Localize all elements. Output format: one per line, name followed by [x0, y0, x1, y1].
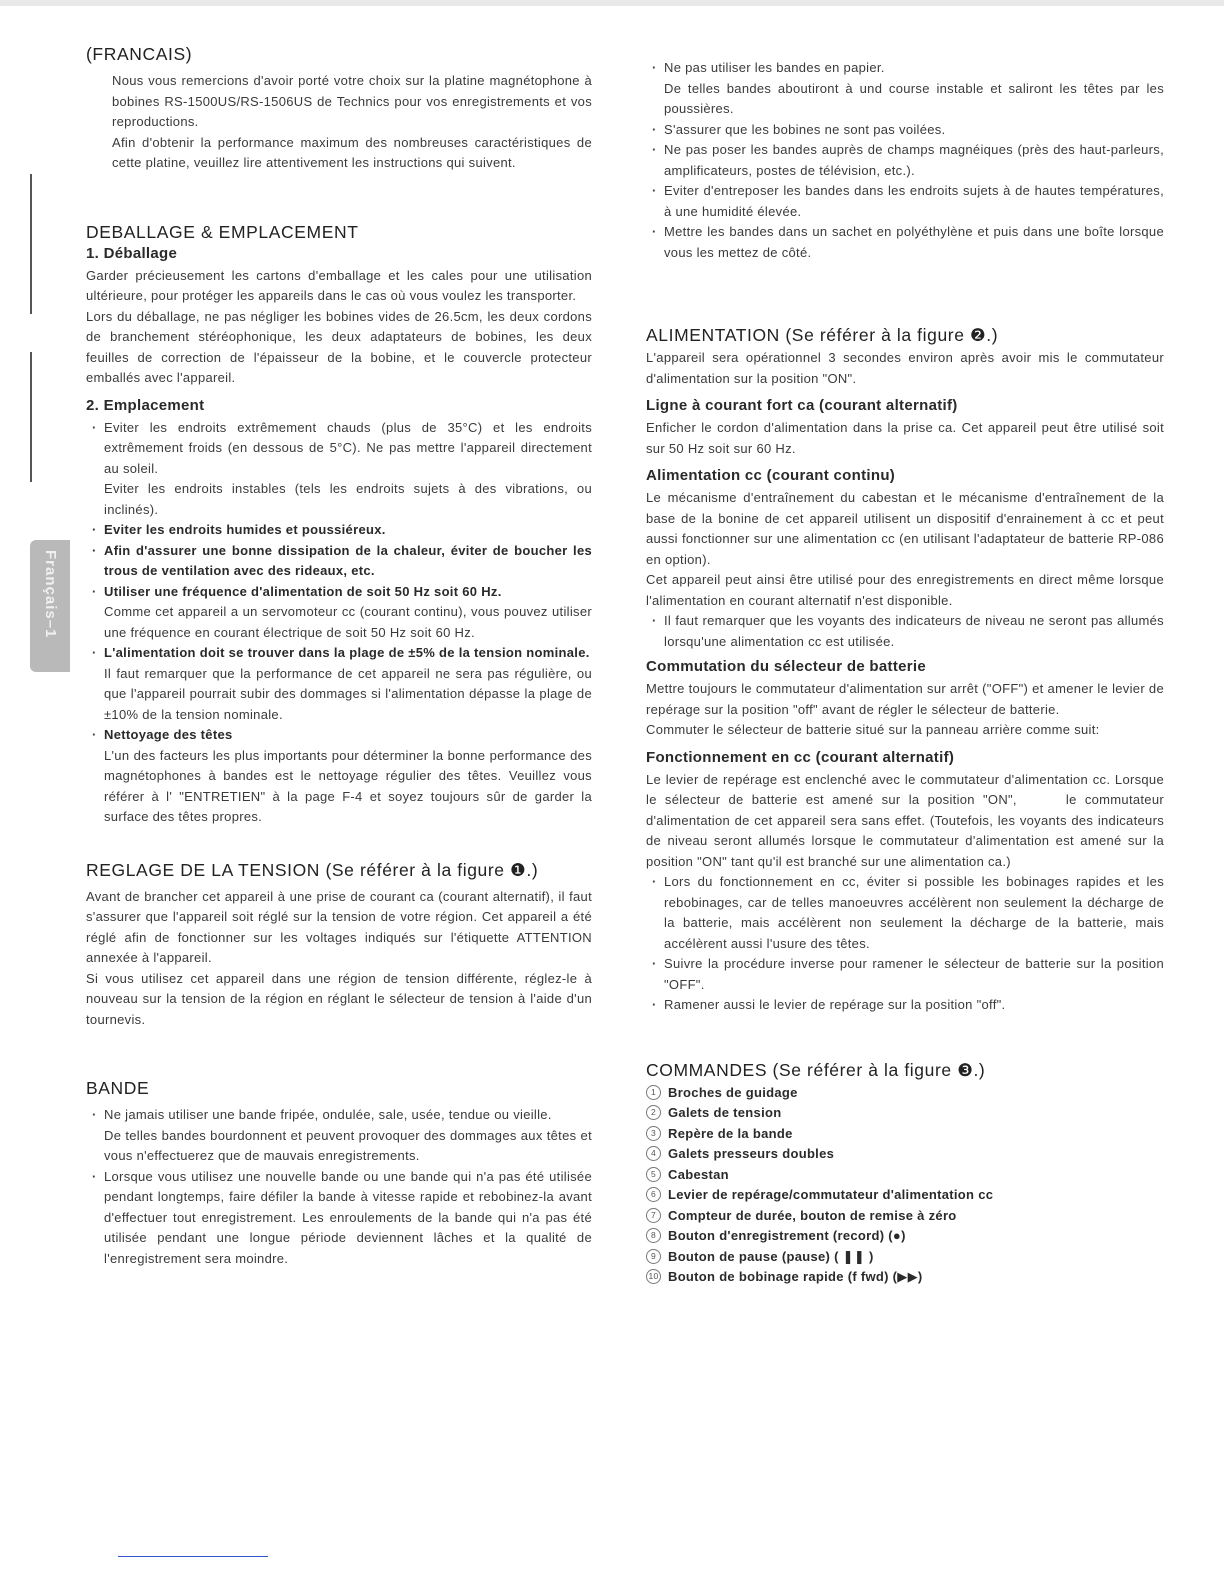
item-label: Galets de tension [668, 1105, 782, 1120]
list-item: · Eviter d'entreposer les bandes dans les endroits sujets à de hautes températures, à une humidité élevée. [646, 181, 1164, 222]
commande-item [646, 1083, 1164, 1104]
reglage-paragraph: Avant de brancher cet appareil à une prise de courant ca (courant alternatif), il faut s'assurer que l'appareil soit réglé sur la tension de votre région. Cet appareil a été réglé afin de fonctionner sur les voltages indiqués sur l'étiquette ATTENTION annexée à l'appareil. [86, 888, 592, 965]
list-item: · Mettre les bandes dans un sachet en polyéthylène et puis dans une boîte lorsque vous les mettez de côté. [646, 222, 1164, 263]
emplacement-subtitle: 2. Emplacement [86, 396, 205, 414]
bande-title: BANDE [86, 1078, 150, 1098]
item-label: Bouton de pause (pause) ( ❚❚ ) [668, 1248, 874, 1264]
intro-title: (FRANCAIS) [86, 44, 193, 64]
item-number: 6 [646, 1187, 661, 1202]
list-item: · Eviter les endroits humides et poussiéreux. [86, 520, 592, 541]
left-column [86, 44, 592, 1269]
list-item: · Suivre la procédure inverse pour ramener le sélecteur de batterie sur la position "OFF". [646, 954, 1164, 995]
item-number: 4 [646, 1146, 661, 1161]
alimentation-list [646, 872, 1164, 1016]
alimentation-paragraph: Cet appareil peut ainsi être utilisé pour des enregistrements en direct même lorsque l'alimentation en courant alternatif n'est disponible. [646, 572, 1164, 608]
item-number: 8 [646, 1228, 661, 1243]
intro-section [86, 44, 592, 174]
alimentation-paragraph: Mettre toujours le commutateur d'alimentation sur arrêt ("OFF") et amener le levier de repérage sur la position "off" avant de régler le sélecteur de batterie. [646, 681, 1164, 717]
item-label: Broches de guidage [668, 1084, 798, 1100]
item-number: 10 [646, 1269, 661, 1284]
deballage-paragraph: Lors du déballage, ne pas négliger les bobines vides de 26.5cm, les deux cordons de branchement stéréophonique, les deux adaptateurs de bobines, les deux feuilles de correction de l'épaisseur de la bobine, et le couvercle protecteur emballés avec l'appareil. [86, 308, 592, 385]
item-label: Compteur de durée, bouton de remise à zéro [668, 1207, 957, 1223]
reglage-section [86, 860, 592, 1031]
top-edge [0, 0, 1224, 6]
commande-item [646, 1103, 1164, 1124]
alimentation-paragraph: Le levier de repérage est enclenché avec le commutateur d'alimentation cc. Lorsque le sélecteur de batterie est amené sur la position "ON", le commutateur d'alimentation de cet appareil sera sans effet. (Toutefois, les voyants des indicateurs de niveau seront allumés lorsque le commutateur d'alimentation est amené sur la position "ON" tant qu'il est branché sur une alimentation ca.) [646, 771, 1168, 869]
commande-item [646, 1226, 1164, 1247]
alimentation-note [646, 611, 1164, 652]
item-number: 7 [646, 1208, 661, 1223]
commandes-title: COMMANDES (Se référer à la figure ❸.) [646, 1059, 986, 1080]
right-column [646, 58, 1168, 1288]
deballage-subtitle: 1. Déballage [86, 244, 178, 262]
intro-paragraph: Afin d'obtenir la performance maximum des nombreuses caractéristiques de cette platine, veuillez lire attentivement les instructions qui suivent. [112, 134, 592, 170]
language-tab-label: Français–1 [42, 550, 59, 639]
item-label: Bouton de bobinage rapide (f fwd) (▶▶) [668, 1269, 923, 1284]
alimentation-paragraph: Le mécanisme d'entraînement du cabestan et le mécanisme d'entraînement de la base de la bonine de cet appareil utilisent un dispositif d'enrainement à cc et peut aussi fonctionner sur une alimentation cc (en utilisant l'adaptateur de batterie RP-086 en option). [646, 490, 1164, 567]
list-item: · L'alimentation doit se trouver dans la plage de ±5% de la tension nominale. Il faut remarquer que la performance de cet appareil ne sera pas régulière, ou que l'appareil pourrait subir des dommages si l'alimentation dépasse la plage de ±10% de la tension nominale. [86, 643, 592, 725]
list-item: · Afin d'assurer une bonne dissipation de la chaleur, éviter de boucher les trous de ventilation avec des rideaux, etc. [86, 541, 592, 582]
commande-item [646, 1206, 1164, 1227]
item-number: 2 [646, 1105, 661, 1120]
alimentation-subheading: Ligne à courant fort ca (courant alternatif) [646, 397, 958, 414]
commande-item [646, 1165, 1164, 1186]
bande-list [86, 1105, 592, 1269]
footer-rule [118, 1556, 268, 1557]
alimentation-paragraph: L'appareil sera opérationnel 3 secondes environ après avoir mis le commutateur d'alimentation sur la position "ON". [646, 350, 1164, 386]
item-label: Cabestan [668, 1166, 729, 1182]
list-item: · Utiliser une fréquence d'alimentation de soit 50 Hz soit 60 Hz. Comme cet appareil a un servomoteur cc (courant continu), vous pouvez utiliser une fréquence en courant électrique de soit 50 Hz soit 60 Hz. [86, 582, 592, 644]
alimentation-subheading: Commutation du sélecteur de batterie [646, 658, 927, 675]
commande-item [646, 1185, 1164, 1206]
commande-item [646, 1267, 1164, 1288]
alimentation-subheading: Fonctionnement en cc (courant alternatif) [646, 748, 955, 766]
alimentation-paragraph: Commuter le sélecteur de batterie situé sur la panneau arrière comme suit: [646, 722, 1100, 737]
alimentation-paragraph: Enficher le cordon d'alimentation dans la prise ca. Cet appareil peut être utilisé soit sur 50 Hz soit sur 60 Hz. [646, 420, 1164, 456]
margin-mark [30, 352, 32, 482]
list-item: · Ne pas poser les bandes auprès de champs magnéiques (près des haut-parleurs, amplificateurs, postes de télévision, etc.). [646, 140, 1164, 181]
emplacement-list [86, 418, 592, 828]
list-item: · Ne jamais utiliser une bande fripée, ondulée, sale, usée, tendue ou vieille. De telles bandes bourdonnent et peuvent provoquer des dommages aux têtes et vous n'effectuerez que de mauvais enregistrements. [86, 1105, 592, 1167]
item-label: Bouton d'enregistrement (record) (●) [668, 1228, 906, 1243]
language-tab [30, 540, 70, 672]
deballage-title: DEBALLAGE & EMPLACEMENT [86, 221, 359, 242]
list-item: · Ramener aussi le levier de repérage sur la position "off". [646, 995, 1164, 1016]
item-number: 5 [646, 1167, 661, 1182]
list-item: · S'assurer que les bobines ne sont pas voilées. [646, 120, 1164, 141]
commande-item [646, 1124, 1164, 1145]
commande-item [646, 1144, 1164, 1165]
item-number: 9 [646, 1249, 661, 1264]
item-label: Galets presseurs doubles [668, 1146, 835, 1161]
list-item: · Eviter les endroits extrêmement chauds (plus de 35°C) et les endroits extrêmement froids (en dessous de 5°C). Ne pas mettre l'appareil directement au soleil. Eviter les endroits instables (tels les endroits sujets à des vibrations, ou inclinés). [86, 418, 592, 521]
item-label: Levier de repérage/commutateur d'alimentation cc [668, 1187, 994, 1202]
deballage-section [86, 222, 592, 828]
reglage-title: REGLAGE DE LA TENSION (Se référer à la figure ❶.) [86, 859, 539, 880]
alimentation-subheading: Alimentation cc (courant continu) [646, 467, 896, 484]
margin-mark [30, 174, 32, 314]
list-item: · Lors du fonctionnement en cc, éviter si possible les bobinages rapides et les rebobinages, car de telles manoeuvres accélèrent non seulement la décharge de la batterie, mais accélèrent non seulement la décharge de la batterie, mais accélèrent aussi l'usure des têtes. [646, 872, 1164, 954]
list-item: · Lorsque vous utilisez une nouvelle bande ou une bande qui n'a pas été utilisée pendant longtemps, faire défiler la bande à vitesse rapide et rebobinez-la avant d'effectuer tout enregistrement. Les enroulements de la bande qui n'a pas été utilisée pendant une longue période deviennent lâches et la qualité de l'enregistrement sera moindre. [86, 1167, 592, 1270]
bande-section [86, 1078, 592, 1269]
item-number: 3 [646, 1126, 661, 1141]
bande-continued-list [646, 58, 1164, 263]
commande-item [646, 1247, 1164, 1268]
item-label: Repère de la bande [668, 1125, 793, 1141]
reglage-paragraph: Si vous utilisez cet appareil dans une région de tension différente, réglez-le à nouveau sur la tension de la région en réglant le sélecteur de tension à l'aide d'un tournevis. [86, 970, 592, 1027]
list-item: · Nettoyage des têtes L'un des facteurs les plus importants pour déterminer la bonne performance des magnétophones à bandes est le nettoyage régulier des têtes. Veuillez vous référer à l' "ENTRETIEN" à la page F-4 et soyez toujours sûr de garder la surface des têtes propres. [86, 725, 592, 828]
alimentation-section [646, 325, 1168, 1016]
commandes-list [646, 1083, 1164, 1288]
alimentation-title: ALIMENTATION (Se référer à la figure ❷.) [646, 325, 999, 345]
note-item: · Il faut remarquer que les voyants des indicateurs de niveau ne seront pas allumés lorsqu'une alimentation cc est utilisée. [646, 611, 1164, 652]
item-number: 1 [646, 1085, 661, 1100]
intro-paragraph: Nous vous remercions d'avoir porté votre choix sur la platine magnétophone à bobines RS-1500US/RS-1506US de Technics pour vos enregistrements et vos reproductions. [112, 73, 592, 129]
deballage-paragraph: Garder précieusement les cartons d'emballage et les cales pour une utilisation ultérieure, pour protéger les appareils dans le cas où vous voulez les transporter. [86, 267, 592, 303]
list-item: · Ne pas utiliser les bandes en papier. De telles bandes aboutiront à und course instable et saliront les têtes par les poussières. [646, 58, 1164, 120]
commandes-section [646, 1060, 1164, 1288]
